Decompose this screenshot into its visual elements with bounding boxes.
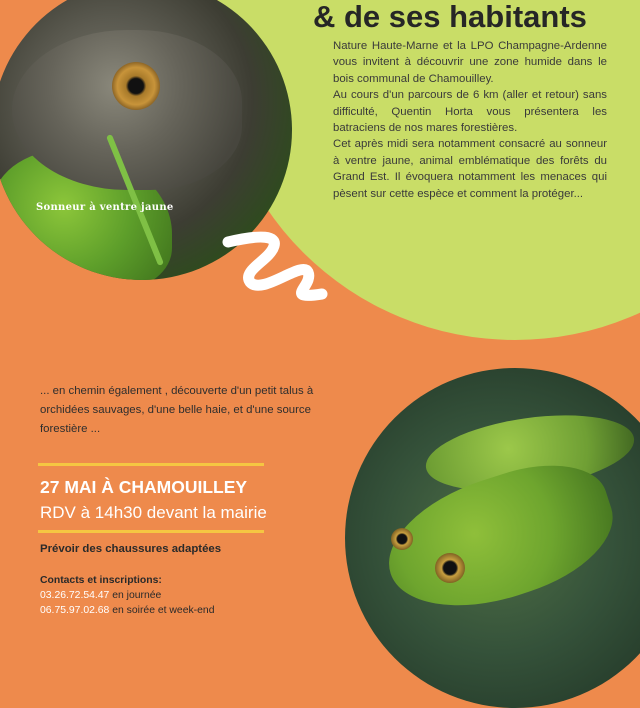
contact-note: en journée — [109, 590, 162, 601]
divider — [38, 530, 264, 533]
frog-eye — [435, 553, 465, 583]
event-date: 27 MAI À CHAMOUILLEY — [40, 477, 248, 497]
frog-eye — [391, 528, 413, 550]
divider — [38, 463, 264, 466]
intro-paragraph: Au cours d'un parcours de 6 km (aller et retour) sans difficulté, Quentin Horta vous présentera les batraciens de nos mares forestières. — [333, 89, 607, 135]
contact-line — [40, 605, 214, 616]
contact-note: en soirée et week-end — [109, 605, 215, 616]
toad-body — [12, 30, 242, 190]
extra-text: ... en chemin également , découverte d'un petit talus à orchidées sauvages, d'une belle haie, et d'une source forestière ... — [40, 385, 314, 435]
phone-number[interactable]: 03.26.72.54.47 — [40, 590, 110, 601]
toad-eye — [112, 62, 160, 110]
intro-paragraph: Nature Haute-Marne et la LPO Champagne-Ardenne vous invitent à découvrir une zone humide dans le bois communal de Chamouilley. — [333, 40, 607, 85]
contacts-title: Contacts et inscriptions: — [40, 575, 162, 586]
contact-line — [40, 590, 161, 601]
shoes-note: Prévoir des chaussures adaptées — [40, 543, 222, 555]
page-title: & de ses habitants — [313, 0, 587, 34]
event-rdv: RDV à 14h30 devant la mairie — [40, 503, 267, 522]
intro-text — [333, 38, 607, 202]
intro-paragraph: Cet après midi sera notamment consacré au sonneur à ventre jaune, animal emblématique des forêts du Grand Est. Il évoquera notamment les menaces qui pèsent sur cette espèce et comment la protéger... — [333, 138, 607, 200]
photo-caption: Sonneur à ventre jaune — [36, 202, 174, 213]
squiggle-decoration — [222, 230, 342, 310]
frog-photo — [345, 368, 640, 708]
phone-number[interactable]: 06.75.97.02.68 — [40, 605, 110, 616]
